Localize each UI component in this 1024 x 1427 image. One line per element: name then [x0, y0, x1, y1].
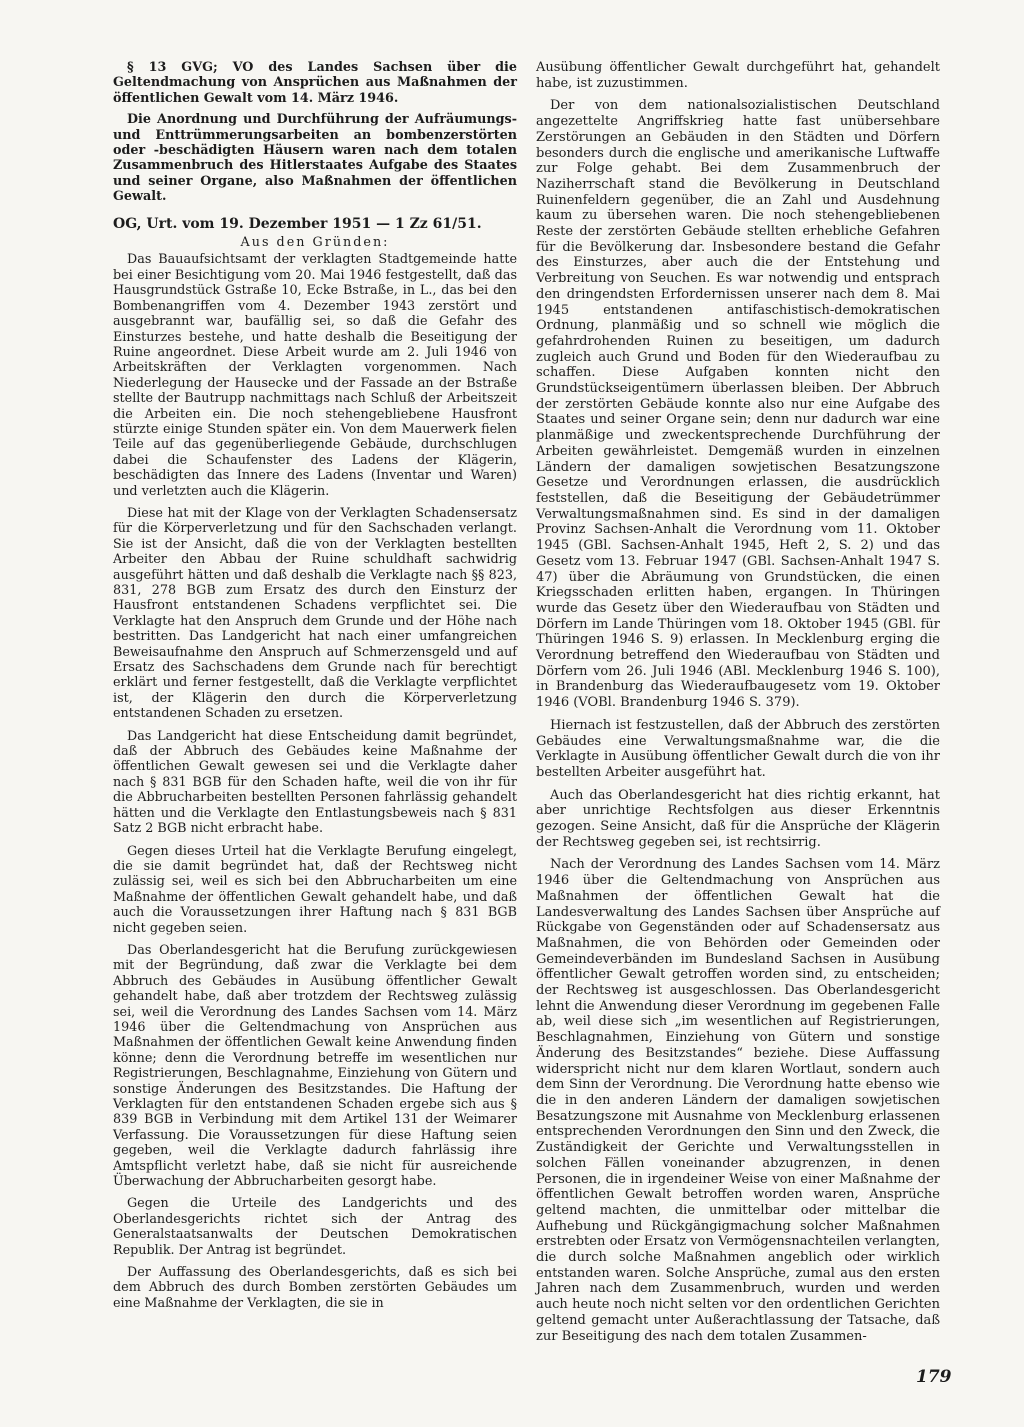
paragraph: Das Landgericht hat diese Entscheidung damit begründet, daß der Abbruch des Gebäudes keine Maßnahme der öffentlichen Gewalt gewesen sei und die Verklagte daher nach § 831 BGB für den Schaden hafte, weil die von ihr für die Abbrucharbeiten bestellten Personen fahrlässig gehandelt hätten und die Verklagte den Entlastungsbeweis nach § 831 Satz 2 BGB nicht erbracht habe.: [113, 728, 517, 837]
paragraph: Diese hat mit der Klage von der Verklagten Schadensersatz für die Körperverletzung und für den Sachschaden verlangt. Sie ist der Ansicht, daß die von der Verklagten bestellten Arbeiter den Abbau der Ruine schuldhaft sachwidrig ausgeführt hätten und daß deshalb die Verklagte nach §§ 823, 831, 278 BGB zum Ersatz des durch den Einsturz der Hausfront entstandenen Schadens verpflichtet sei. Die Verklagte hat den Anspruch dem Grunde und der Höhe nach bestritten. Das Landgericht hat nach einer umfangreichen Beweisaufnahme den Anspruch auf Schmerzensgeld und auf Ersatz des Sachschadens dem Grunde nach für berechtigt erklärt und ferner festgestellt, daß die Verklagte verpflichtet ist, der Klägerin den durch die Körperverletzung entstandenen Schaden zu ersetzen.: [113, 505, 517, 722]
page-number: 179: [916, 1367, 952, 1387]
paragraph-continuation: Ausübung öffentlicher Gewalt durchgeführt hat, gehandelt habe, ist zuzustimmen.: [536, 60, 940, 91]
paragraph: Auch das Oberlandesgericht hat dies richtig erkannt, hat aber unrichtige Rechtsfolgen aus dieser Erkenntnis gezogen. Seine Ansicht, daß für die Ansprüche der Klägerin der Rechtsweg gegeben sei, ist rechtsirrig.: [536, 787, 940, 850]
paragraph: Das Bauaufsichtsamt der verklagten Stadtgemeinde hatte bei einer Besichtigung vom 20. Mai 1946 festgestellt, daß das Hausgrundstück Gstraße 10, Ecke Bstraße, in L., das bei den Bombenangriffen vom 4. Dezember 1943 zerstört und ausgebrannt war, baufällig sei, so daß die Gefahr des Einsturzes bestehe, und hatte deshalb die Beseitigung der Ruine angeordnet. Diese Arbeit wurde am 2. Juli 1946 von Arbeitskräften der Verklagten vorgenommen. Nach Niederlegung der Hausecke und der Fassade an der Bstraße stellte der Bautrupp nachmittags nach Schluß der Arbeitszeit die Arbeiten ein. Die noch stehengebliebene Hausfront stürzte einige Stunden später ein. Von dem Mauerwerk fielen Teile auf das gegenüberliegende Gebäude, durchschlugen dabei die Schaufenster des Ladens der Klägerin, beschädigten das Innere des Ladens (Inventar und Waren) und verletzten auch die Klägerin.: [113, 252, 517, 499]
reasons-heading: Aus den Gründen:: [240, 235, 390, 251]
paragraph: Das Oberlandesgericht hat die Berufung zurückgewiesen mit der Begründung, daß zwar die Verklagte bei dem Abbruch des Gebäudes in Ausübung öffentlicher Gewalt gehandelt habe, daß aber trotzdem der Rechtsweg zulässig sei, weil die Verordnung des Landes Sachsen vom 14. März 1946 über die Geltendmachung von Ansprüchen aus Maßnahmen der öffentlichen Gewalt keine Anwendung finden könne; denn die Verordnung betreffe im wesentlichen nur Registrierungen, Beschlagnahme, Einziehung von Gütern und sonstige Änderungen des Besitzstandes. Die Haftung der Verklagten für den entstandenen Schaden ergebe sich aus § 839 BGB in Verbindung mit dem Artikel 131 der Weimarer Verfassung. Die Voraussetzungen für diese Haftung seien gegeben, weil die Verklagte dadurch fahrlässig ihre Amtspflicht verletzt habe, daß sie nicht für ausreichende Überwachung der Abbrucharbeiten gesorgt habe.: [113, 942, 517, 1190]
paragraph: Hiernach ist festzustellen, daß der Abbruch des zerstörten Gebäudes eine Verwaltungsmaßnahme war, die die Verklagte in Ausübung öffentlicher Gewalt durch die von ihr bestellten Arbeiter ausgeführt hat.: [536, 717, 940, 780]
paragraph: Nach der Verordnung des Landes Sachsen vom 14. März 1946 über die Geltendmachung von Ansprüchen aus Maßnahmen der öffentlichen Gewalt hat die Landesverwaltung des Landes Sachsen über Ansprüche auf Rückgabe von Gegenständen oder auf Schadensersatz aus Maßnahmen, die von Behörden oder Gemeinden oder Gemeindeverbänden im Bundesland Sachsen in Ausübung öffentlicher Gewalt getroffen worden sind, zu entscheiden; der Rechtsweg ist ausgeschlossen. Das Oberlandesgericht lehnt die Anwendung dieser Verordnung im gegebenen Falle ab, weil diese sich „im wesentlichen auf Registrierungen, Beschlagnahmen, Einziehung von Gütern und sonstige Änderung des Besitzstandes“ beziehe. Diese Auffassung widerspricht nicht nur dem klaren Wortlaut, sondern auch dem Sinn der Verordnung. Die Verordnung hatte ebenso wie die in den anderen Ländern der damaligen sowjetischen Besatzungszone mit Ausnahme von Mecklenburg erlassenen entsprechenden Verordnungen den Sinn und den Zweck, die Zuständigkeit der Gerichte und Verwaltungsstellen in solchen Fällen voneinander abzugrenzen, in denen Personen, die in irgendeiner Weise von einer Maßnahme der öffentlichen Gewalt betroffen worden waren, Ansprüche geltend machten, die unmittelbar oder mittelbar die Aufhebung und Rückgängigmachung solcher Maßnahmen erstrebten oder Ersatz von Vermögensnachteilen verlangten, die durch solche Maßnahmen angeblich oder wirklich entstanden waren. Solche Ansprüche, zumal aus den ersten Jahren nach dem Zusammenbruch, wurden und werden auch heute noch nicht selten vor den ordentlichen Gerichten geltend gemacht unter Außerachtlassung der Tatsache, daß zur Beseitigung des nach dem totalen Zusammen-: [536, 857, 940, 1344]
headnote: [113, 60, 517, 205]
right-column: [536, 60, 940, 1351]
headnote-reference: § 13 GVG; VO des Landes Sachsen über die Geltendmachung von Ansprüchen aus Maßnahmen der öffentlichen Gewalt vom 14. März 1946.: [113, 60, 517, 106]
paragraph: Der Auffassung des Oberlandesgerichts, daß es sich bei dem Abbruch des durch Bomben zerstörten Gebäudes um eine Maßnahme der Verklagten, die sie in: [113, 1265, 517, 1311]
case-citation: OG, Urt. vom 19. Dezember 1951 — 1 Zz 61/51.: [113, 215, 482, 232]
paragraph: Gegen die Urteile des Landgerichts und des Oberlandesgerichts richtet sich der Antrag des Generalstaatsanwalts der Deutschen Demokratischen Republik. Der Antrag ist begründet.: [113, 1196, 517, 1258]
paragraph: Der von dem nationalsozialistischen Deutschland angezettelte Angriffskrieg hatte fast unübersehbare Zerstörungen an Gebäuden in den Städten und Dörfern besonders durch die englische und amerikanische Luftwaffe zur Folge gehabt. Bei dem Zusammenbruch der Naziherrschaft stand die Bevölkerung in Deutschland Ruinenfeldern gegenüber, die an Zahl und Ausdehnung kaum zu übersehen waren. Die noch stehengebliebenen Reste der zerstörten Gebäude stellten erhebliche Gefahren für die Bevölkerung dar. Insbesondere bestand die Gefahr des Einsturzes, aber auch die der Entstehung und Verbreitung von Seuchen. Es war notwendig und entsprach den dringendsten Erfordernissen unserer nach dem 8. Mai 1945 entstandenen antifaschistisch-demokratischen Ordnung, planmäßig und so schnell wie möglich die gefahrdrohenden Ruinen zu beseitigen, um dadurch zugleich auch Grund und Boden für den Wiederaufbau zu schaffen. Diese Aufgaben konnten nicht den Grundstückseigentümern überlassen bleiben. Der Abbruch der zerstörten Gebäude konnte also nur eine Aufgabe des Staates und seiner Organe sein; denn nur dadurch war eine planmäßige und zweckentsprechende Durchführung der Arbeiten gewährleistet. Demgemäß wurden in einzelnen Ländern der damaligen sowjetischen Besatzungszone Gesetze und Verordnungen erlassen, die ausdrücklich feststellen, daß die Beseitigung der Gebäudetrümmer Verwaltungsmaßnahmen sind. Es sind in der damaligen Provinz Sachsen-Anhalt die Verordnung vom 11. Oktober 1945 (GBl. Sachsen-Anhalt 1945, Heft 2, S. 2) und das Gesetz vom 13. Februar 1947 (GBl. Sachsen-Anhalt 1947 S. 47) über die Abräumung von Grundstücken, die einen Kriegsschaden erlitten haben, ergangen. In Thüringen wurde das Gesetz über den Wiederaufbau von Städten und Dörfern im Lande Thüringen vom 18. Oktober 1945 (GBl. für Thüringen 1946 S. 9) erlassen. In Mecklenburg erging die Verordnung betreffend den Wiederaufbau von Städten und Dörfern vom 26. Juli 1946 (ABl. Mecklenburg 1946 S. 100), in Brandenburg das Wiederaufbaugesetz vom 19. Oktober 1946 (VOBl. Brandenburg 1946 S. 379).: [536, 98, 940, 711]
headnote-text: Die Anordnung und Durchführung der Aufräumungs- und Enttrümmerungsarbeiten an bombenzerstörten oder -beschädigten Häusern waren nach dem totalen Zusammenbruch des Hitlerstaates Aufgabe des Staates und seiner Organe, also Maßnahmen der öffentlichen Gewalt.: [113, 112, 517, 205]
paragraph: Gegen dieses Urteil hat die Verklagte Berufung eingelegt, die sie damit begründet hat, daß der Rechtsweg nicht zulässig sei, weil es sich bei den Abbrucharbeiten um eine Maßnahme der öffentlichen Gewalt gehandelt habe, und daß auch die Voraussetzungen ihrer Haftung nach § 831 BGB nicht gegeben seien.: [113, 843, 517, 936]
left-column: [113, 60, 517, 1318]
